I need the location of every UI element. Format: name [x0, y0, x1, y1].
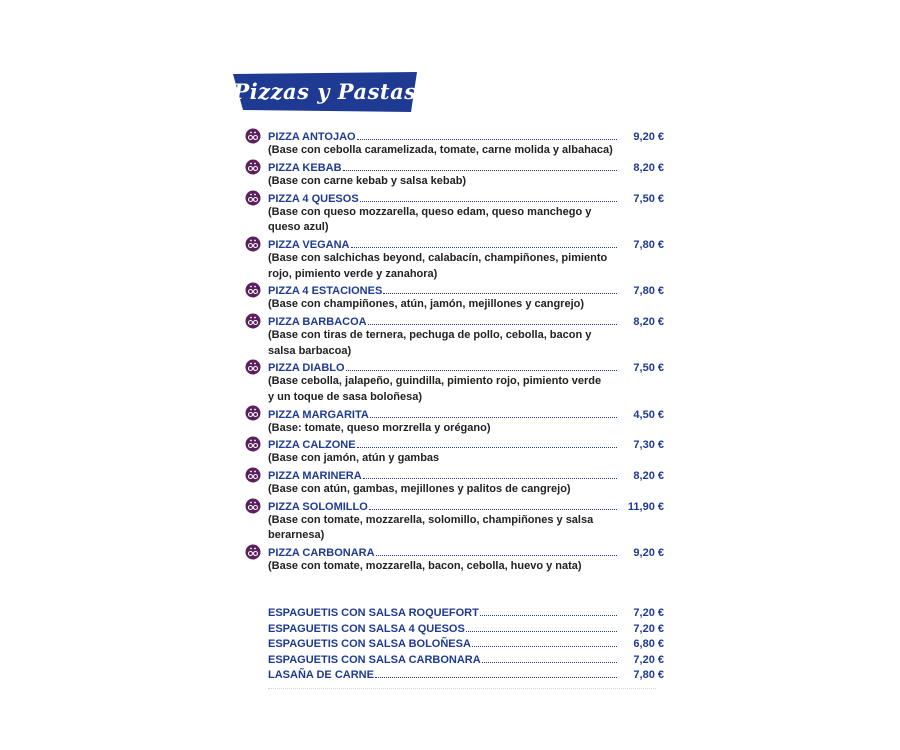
- chef-badge-icon: [245, 467, 261, 483]
- item-name: ESPAGUETIS CON SALSA BOLOÑESA: [268, 638, 471, 651]
- chef-badge-icon: [245, 190, 261, 206]
- dot-leader: [346, 369, 617, 371]
- section-banner: [233, 72, 417, 112]
- item-price: 4,50 €: [633, 408, 664, 421]
- pasta-item: [268, 619, 664, 634]
- dot-leader: [360, 200, 617, 202]
- item-price: 7,20 €: [633, 622, 664, 635]
- item-price: 8,20 €: [633, 470, 664, 483]
- dot-leader: [363, 477, 617, 479]
- item-name: ESPAGUETIS CON SALSA 4 QUESOS: [268, 622, 465, 635]
- menu-item: [244, 190, 664, 236]
- pasta-item: [268, 635, 664, 650]
- pasta-item: [268, 604, 664, 619]
- menu-item: [244, 159, 664, 190]
- item-name: PIZZA MARINERA: [268, 470, 362, 483]
- item-price: 7,50 €: [633, 192, 664, 205]
- item-description: (Base con jamón, atún y gambas: [268, 452, 440, 465]
- dot-leader: [466, 630, 617, 632]
- dot-leader: [375, 676, 617, 678]
- pasta-item: [268, 650, 664, 665]
- pasta-item: [268, 666, 664, 681]
- chef-badge-icon: [245, 359, 261, 375]
- chef-badge-icon: [245, 405, 261, 421]
- item-price: 11,90 €: [627, 500, 664, 513]
- item-price: 7,80 €: [633, 668, 664, 681]
- menu-item: [244, 359, 664, 405]
- cropped-row-fragment: [268, 688, 656, 693]
- item-name: LASAÑA DE CARNE: [268, 668, 374, 681]
- pasta-list: [268, 604, 664, 681]
- item-name: PIZZA CALZONE: [268, 439, 356, 452]
- dot-leader: [369, 508, 617, 510]
- dot-leader: [343, 169, 617, 171]
- chef-badge-icon: [245, 544, 261, 560]
- chef-badge-icon: [245, 313, 261, 329]
- chef-badge-icon: [245, 159, 261, 175]
- item-description: (Base con tiras de ternera, pechuga de pollo, cebolla, bacon y salsa barbacoa): [268, 329, 592, 357]
- dot-leader: [472, 645, 617, 647]
- menu-item: [244, 313, 664, 359]
- item-description: (Base con cebolla caramelizada, tomate, carne molida y albahaca): [268, 144, 613, 157]
- menu-item: [244, 544, 664, 575]
- dot-leader: [482, 661, 617, 663]
- item-price: 8,20 €: [633, 162, 664, 175]
- menu-item: [244, 282, 664, 313]
- section-title: Pizzas y Pastas: [233, 79, 417, 104]
- item-name: PIZZA CARBONARA: [268, 547, 375, 560]
- item-name: PIZZA DIABLO: [268, 362, 345, 375]
- item-description: (Base con carne kebab y salsa kebab): [268, 175, 467, 188]
- item-name: PIZZA KEBAB: [268, 162, 342, 175]
- item-price: 7,30 €: [633, 439, 664, 452]
- dot-leader: [368, 323, 617, 325]
- dot-leader: [351, 246, 618, 248]
- item-description: (Base: tomate, queso morzrella y orégano): [268, 421, 491, 434]
- item-price: 7,20 €: [633, 607, 664, 620]
- item-description: (Base con tomate, mozzarella, bacon, cebolla, huevo y nata): [268, 560, 582, 573]
- dot-leader: [376, 554, 617, 556]
- menu-item: [244, 498, 664, 544]
- menu-item: [244, 436, 664, 467]
- item-description: (Base con atún, gambas, mejillones y palitos de cangrejo): [268, 483, 571, 496]
- item-description: (Base con queso mozzarella, queso edam, queso manchego y queso azul): [268, 205, 592, 234]
- item-name: PIZZA VEGANA: [268, 239, 350, 252]
- item-price: 7,80 €: [633, 239, 664, 252]
- chef-badge-icon: [245, 236, 261, 252]
- item-description: (Base con champiñones, atún, jamón, mejillones y cangrejo): [268, 298, 585, 311]
- menu-item: [244, 405, 664, 436]
- dot-leader: [383, 292, 617, 294]
- item-description: (Base cebolla, jalapeño, guindilla, pimiento rojo, pimiento verde y un toque de sasa boloñesa): [268, 375, 602, 403]
- chef-badge-icon: [245, 128, 261, 144]
- item-name: PIZZA MARGARITA: [268, 408, 369, 421]
- item-price: 9,20 €: [633, 131, 664, 144]
- item-price: 6,80 €: [633, 638, 664, 651]
- item-price: 7,50 €: [633, 362, 664, 375]
- menu-item: [244, 128, 664, 159]
- item-name: PIZZA BARBACOA: [268, 316, 367, 329]
- pizza-list: [244, 128, 664, 575]
- menu-item: [244, 467, 664, 498]
- item-price: 8,20 €: [633, 316, 664, 329]
- item-name: PIZZA 4 QUESOS: [268, 192, 359, 205]
- item-name: PIZZA SOLOMILLO: [268, 500, 368, 513]
- item-name: ESPAGUETIS CON SALSA ROQUEFORT: [268, 607, 479, 620]
- menu-item: [244, 236, 664, 282]
- dot-leader: [357, 138, 617, 140]
- item-description: (Base con tomate, mozzarella, solomillo, champiñones y salsa berarnesa): [268, 513, 594, 542]
- item-description: (Base con salchichas beyond, calabacín, champiñones, pimiento rojo, pimiento verde y zanahora): [268, 252, 608, 280]
- item-name: PIZZA 4 ESTACIONES: [268, 285, 383, 298]
- item-name: ESPAGUETIS CON SALSA CARBONARA: [268, 653, 481, 666]
- chef-badge-icon: [245, 436, 261, 452]
- item-price: 7,80 €: [633, 285, 664, 298]
- dot-leader: [357, 446, 617, 448]
- chef-badge-icon: [245, 282, 261, 298]
- dot-leader: [480, 614, 617, 616]
- item-name: PIZZA ANTOJAO: [268, 131, 356, 144]
- chef-badge-icon: [245, 498, 261, 514]
- dot-leader: [370, 416, 617, 418]
- item-price: 7,20 €: [633, 653, 664, 666]
- item-price: 9,20 €: [633, 547, 664, 560]
